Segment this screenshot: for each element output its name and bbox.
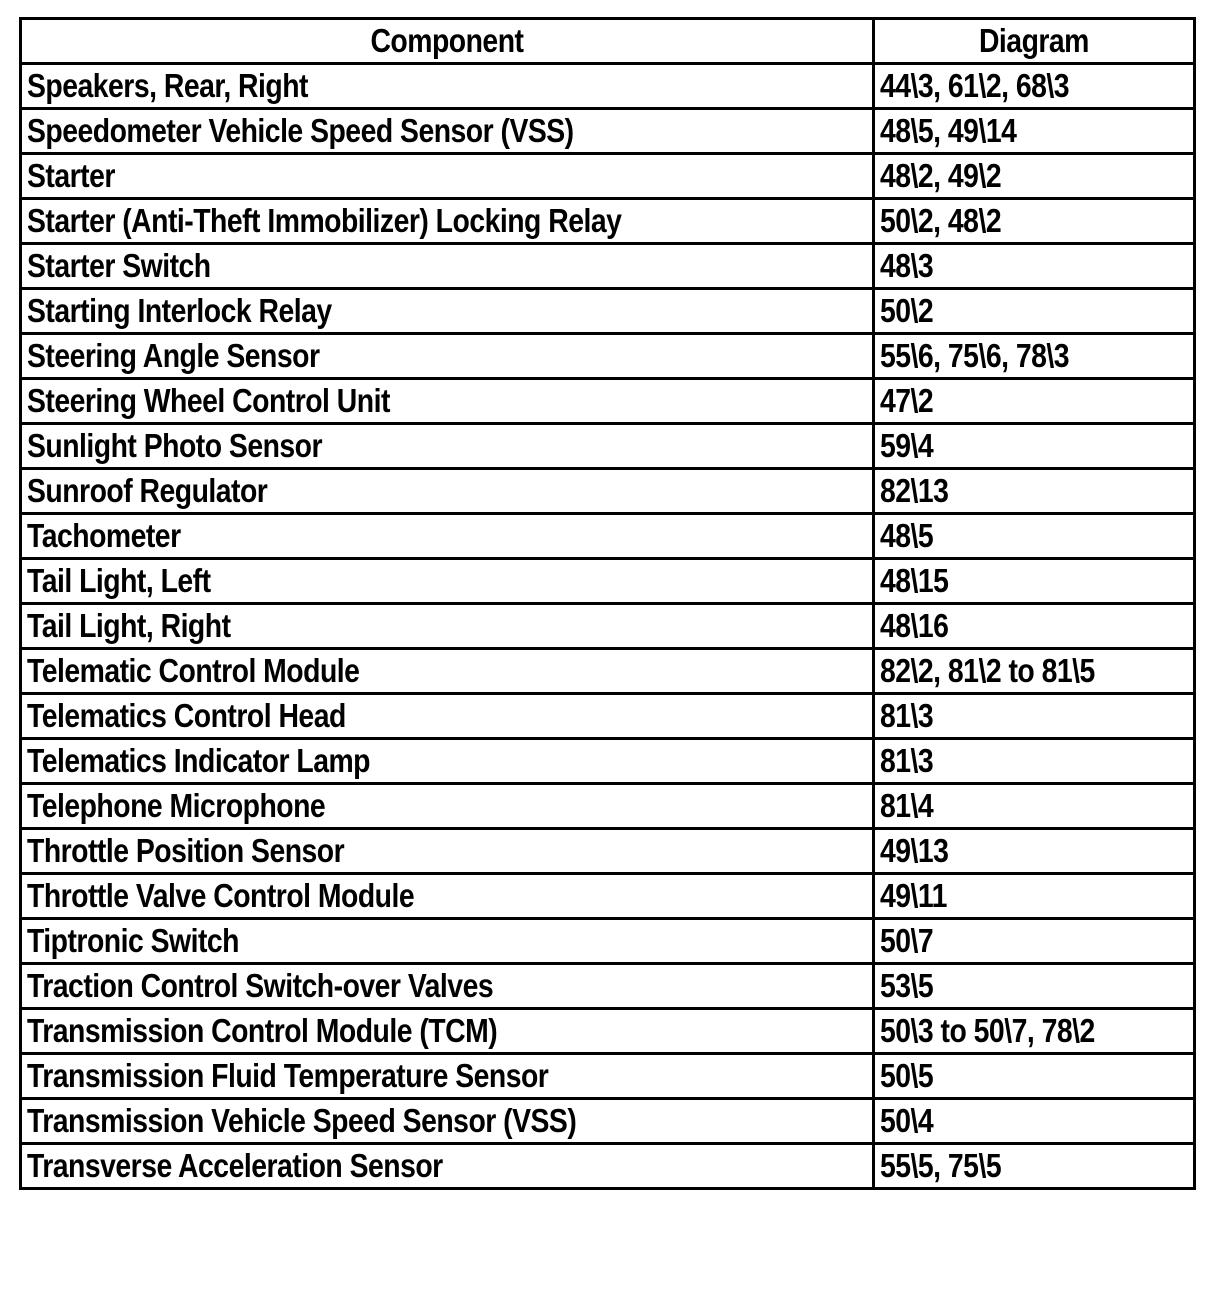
diagram-reference: 82\13	[880, 472, 949, 509]
component-name: Speakers, Rear, Right	[27, 67, 308, 104]
table-row	[21, 514, 1195, 559]
header-row	[21, 19, 1195, 64]
diagram-cell	[874, 919, 1195, 964]
component-name: Transverse Acceleration Sensor	[27, 1147, 443, 1184]
component-cell	[21, 469, 874, 514]
diagram-reference: 81\3	[880, 697, 934, 734]
diagram-reference: 48\3	[880, 247, 934, 284]
component-cell	[21, 109, 874, 154]
diagram-reference: 49\13	[880, 832, 949, 869]
header-component	[21, 19, 874, 64]
component-name: Transmission Vehicle Speed Sensor (VSS)	[27, 1102, 577, 1139]
table-row	[21, 919, 1195, 964]
component-name: Tail Light, Right	[27, 607, 231, 644]
diagram-cell	[874, 1054, 1195, 1099]
component-name: Transmission Control Module (TCM)	[27, 1012, 498, 1049]
diagram-cell	[874, 514, 1195, 559]
diagram-reference: 50\2, 48\2	[880, 202, 1002, 239]
diagram-cell	[874, 379, 1195, 424]
diagram-cell	[874, 694, 1195, 739]
table-row	[21, 199, 1195, 244]
component-cell	[21, 154, 874, 199]
diagram-reference: 50\2	[880, 292, 934, 329]
component-cell	[21, 784, 874, 829]
diagram-cell	[874, 784, 1195, 829]
component-cell	[21, 1144, 874, 1189]
component-name: Telematics Control Head	[27, 697, 346, 734]
component-name: Steering Wheel Control Unit	[27, 382, 390, 419]
header-diagram-label: Diagram	[979, 22, 1089, 59]
component-cell	[21, 514, 874, 559]
diagram-cell	[874, 289, 1195, 334]
table-row	[21, 334, 1195, 379]
table-row	[21, 1144, 1195, 1189]
component-cell	[21, 289, 874, 334]
table-row	[21, 1054, 1195, 1099]
diagram-cell	[874, 109, 1195, 154]
component-name: Speedometer Vehicle Speed Sensor (VSS)	[27, 112, 574, 149]
component-cell	[21, 604, 874, 649]
diagram-cell	[874, 424, 1195, 469]
component-cell	[21, 919, 874, 964]
diagram-reference: 48\5	[880, 517, 934, 554]
component-cell	[21, 1009, 874, 1054]
diagram-reference: 59\4	[880, 427, 934, 464]
table-row	[21, 154, 1195, 199]
diagram-cell	[874, 64, 1195, 109]
table-row	[21, 604, 1195, 649]
diagram-reference: 55\6, 75\6, 78\3	[880, 337, 1069, 374]
diagram-reference: 47\2	[880, 382, 934, 419]
component-cell	[21, 334, 874, 379]
component-name: Throttle Position Sensor	[27, 832, 345, 869]
component-name: Starting Interlock Relay	[27, 292, 332, 329]
component-name: Starter Switch	[27, 247, 211, 284]
diagram-reference: 48\2, 49\2	[880, 157, 1002, 194]
component-name: Traction Control Switch-over Valves	[27, 967, 494, 1004]
diagram-cell	[874, 154, 1195, 199]
component-cell	[21, 199, 874, 244]
diagram-reference: 44\3, 61\2, 68\3	[880, 67, 1069, 104]
component-cell	[21, 244, 874, 289]
table-row	[21, 874, 1195, 919]
diagram-cell	[874, 334, 1195, 379]
component-name: Telematic Control Module	[27, 652, 360, 689]
table-row	[21, 289, 1195, 334]
diagram-cell	[874, 244, 1195, 289]
table-header	[21, 19, 1195, 64]
component-cell	[21, 1099, 874, 1144]
table-row	[21, 559, 1195, 604]
table-row	[21, 739, 1195, 784]
component-name: Tail Light, Left	[27, 562, 211, 599]
table-row	[21, 964, 1195, 1009]
table-row	[21, 1009, 1195, 1054]
component-cell	[21, 739, 874, 784]
component-name: Starter (Anti-Theft Immobilizer) Locking Relay	[27, 202, 622, 239]
diagram-cell	[874, 829, 1195, 874]
diagram-cell	[874, 649, 1195, 694]
component-cell	[21, 379, 874, 424]
component-cell	[21, 1054, 874, 1099]
diagram-reference: 53\5	[880, 967, 934, 1004]
diagram-reference: 48\16	[880, 607, 949, 644]
diagram-cell	[874, 874, 1195, 919]
component-name: Telephone Microphone	[27, 787, 326, 824]
component-name: Tiptronic Switch	[27, 922, 239, 959]
table-row	[21, 64, 1195, 109]
table-row	[21, 829, 1195, 874]
component-name: Transmission Fluid Temperature Sensor	[27, 1057, 549, 1094]
table-row	[21, 694, 1195, 739]
header-diagram	[874, 19, 1195, 64]
component-cell	[21, 64, 874, 109]
table-row	[21, 379, 1195, 424]
table-row	[21, 649, 1195, 694]
diagram-reference: 81\4	[880, 787, 934, 824]
component-name: Steering Angle Sensor	[27, 337, 320, 374]
component-cell	[21, 424, 874, 469]
component-cell	[21, 649, 874, 694]
diagram-reference: 50\4	[880, 1102, 934, 1139]
diagram-reference: 50\7	[880, 922, 934, 959]
table-body	[21, 64, 1195, 1189]
diagram-reference: 49\11	[880, 877, 947, 914]
diagram-cell	[874, 1144, 1195, 1189]
header-component-label: Component	[370, 22, 524, 59]
diagram-cell	[874, 1099, 1195, 1144]
table-row	[21, 784, 1195, 829]
component-cell	[21, 874, 874, 919]
component-cell	[21, 694, 874, 739]
diagram-reference: 81\3	[880, 742, 934, 779]
table-row	[21, 424, 1195, 469]
diagram-cell	[874, 1009, 1195, 1054]
table-row	[21, 244, 1195, 289]
diagram-cell	[874, 199, 1195, 244]
diagram-reference: 48\15	[880, 562, 949, 599]
diagram-cell	[874, 604, 1195, 649]
diagram-cell	[874, 559, 1195, 604]
component-name: Starter	[27, 157, 115, 194]
component-cell	[21, 559, 874, 604]
diagram-reference: 55\5, 75\5	[880, 1147, 1002, 1184]
component-name: Throttle Valve Control Module	[27, 877, 415, 914]
component-name: Tachometer	[27, 517, 181, 554]
table-row	[21, 109, 1195, 154]
component-name: Telematics Indicator Lamp	[27, 742, 371, 779]
diagram-reference: 82\2, 81\2 to 81\5	[880, 652, 1095, 689]
table-row	[21, 469, 1195, 514]
diagram-cell	[874, 964, 1195, 1009]
diagram-cell	[874, 469, 1195, 514]
component-diagram-table	[19, 17, 1196, 1190]
component-cell	[21, 829, 874, 874]
component-cell	[21, 964, 874, 1009]
table-row	[21, 1099, 1195, 1144]
component-name: Sunroof Regulator	[27, 472, 268, 509]
diagram-reference: 50\5	[880, 1057, 934, 1094]
diagram-reference: 50\3 to 50\7, 78\2	[880, 1012, 1095, 1049]
diagram-cell	[874, 739, 1195, 784]
diagram-reference: 48\5, 49\14	[880, 112, 1017, 149]
component-name: Sunlight Photo Sensor	[27, 427, 323, 464]
